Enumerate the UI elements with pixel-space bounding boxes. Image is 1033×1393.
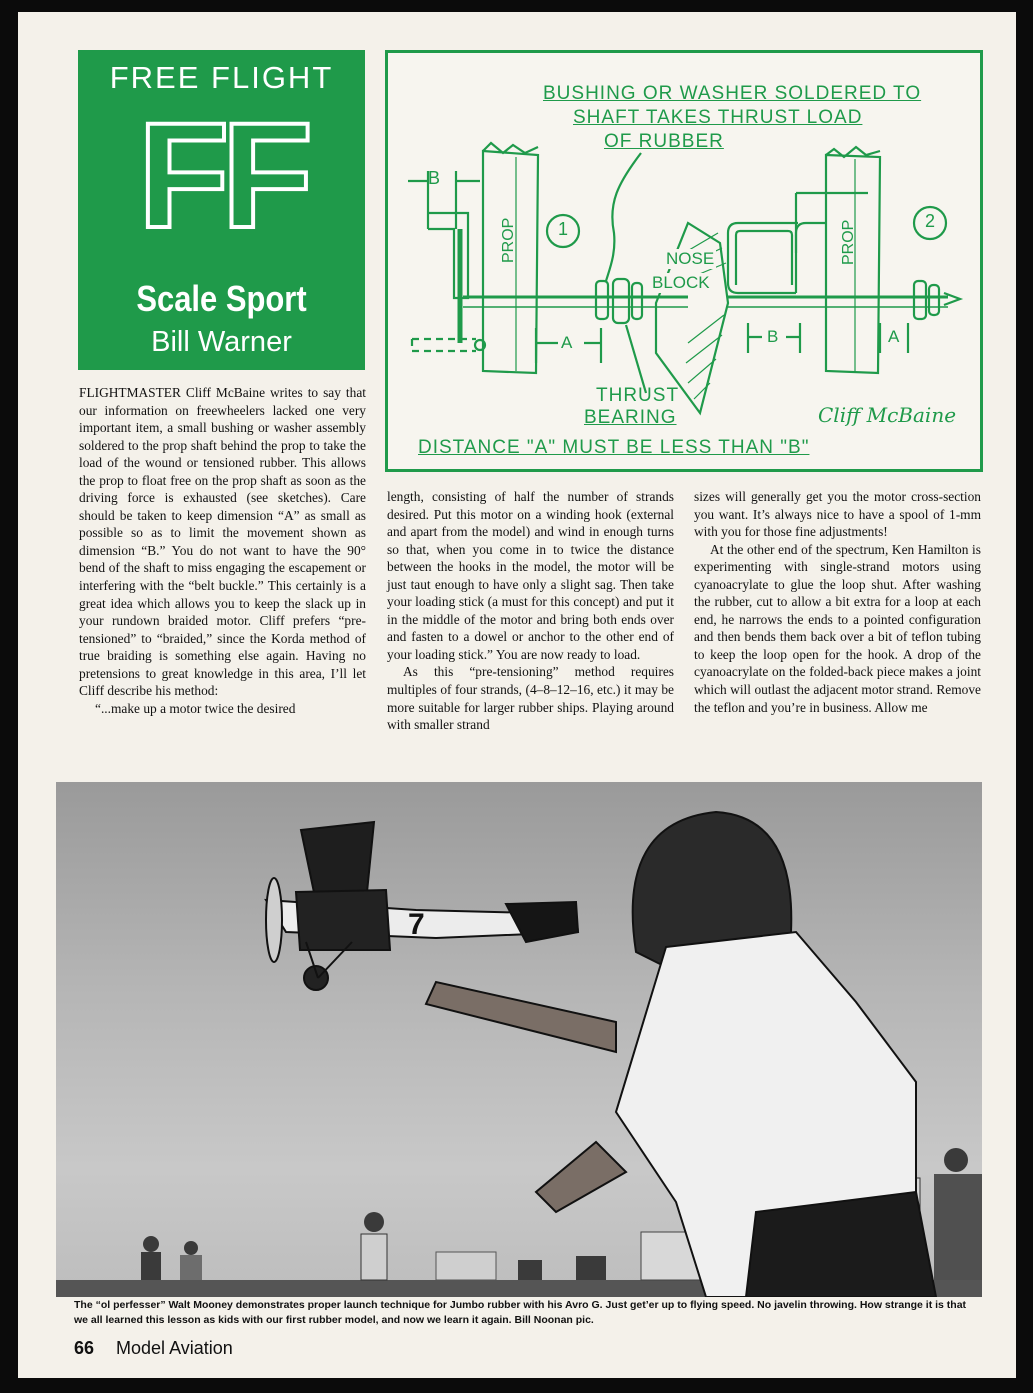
- bushing-label-line-3: OF RUBBER: [604, 131, 724, 152]
- column-2-paragraph-1: length, consisting of half the number of strands desired. Put this motor on a winding hook (external and apart from the model) and wind in enough turns so that, when you come in to twice the distance between the hooks in the model, the motor will be just taut enough to have only a slight sag. Then take your loading stick (a must for this concept) and put it in the middle of the motor and bring both ends over and fasten to a dowel or anchor to the other end of your loading stick.” You are now ready to load.: [387, 489, 674, 662]
- diagram-note: DISTANCE "A" MUST BE LESS THAN "B": [418, 437, 810, 458]
- header-kicker: FREE FLIGHT: [109, 60, 334, 95]
- magazine-name: Model Aviation: [116, 1338, 233, 1358]
- nose-block-label-1: NOSE: [666, 249, 715, 268]
- walt-mooney-figure: [426, 812, 936, 1297]
- plane-number: 7: [408, 908, 425, 941]
- column-3-paragraph-2: At the other end of the spectrum, Ken Hamilton is experimenting with single-strand motors using cyanoacrylate to glue the loop shut. After washing the rubber, cut to allow a bit extra for a loop at each end, he narrows the ends to a pointed configuration and then bends them back over a bit of teflon tubing to keep the loop open for the hook. A drop of the cyanoacrylate on the folded-back piece makes a joint which will outlast the adjacent motor strand. Remove the teflon and you’re in business. Allow me: [694, 541, 981, 715]
- page-number: 66: [74, 1338, 95, 1358]
- dimension-b-right: B: [767, 327, 779, 346]
- dimension-a-right: A: [888, 327, 900, 346]
- text-column-2: [387, 488, 674, 734]
- column-1-quote: “...make up a motor twice the desired: [95, 700, 296, 716]
- column-3-paragraph-1: sizes will generally get you the motor cross-section you want. It’s always nice to have a spool of 1-mm with you for those fine adjustments!: [694, 489, 981, 540]
- column-2-paragraph-2: As this “pre-tensioning” method requires multiples of four strands, (4–8–12–16, etc.) it may be more suitable for larger rubber ships. Playing around with smaller strand: [387, 664, 674, 733]
- prop-label-2: PROP: [840, 219, 857, 265]
- author-name: Bill Warner: [151, 326, 292, 358]
- column-header: [78, 50, 365, 370]
- magazine-page: [18, 12, 1016, 1378]
- prop-shaft-diagram: [385, 50, 983, 472]
- launch-photo: [56, 782, 982, 1297]
- bushing-label-line-2: SHAFT TAKES THRUST LOAD: [573, 107, 863, 128]
- photo-illustration: [56, 782, 982, 1297]
- text-column-1: [79, 384, 366, 717]
- text-column-3: [694, 488, 981, 716]
- thrust-bearing: [613, 279, 629, 323]
- bushing-label-line-1: BUSHING OR WASHER SOLDERED TO: [543, 83, 922, 104]
- nose-block-label-2: BLOCK: [652, 273, 710, 292]
- ff-logo: FF: [137, 91, 306, 259]
- prop-label-1: PROP: [500, 217, 517, 263]
- dimension-b-left: B: [428, 168, 441, 188]
- dimension-a-left: A: [561, 333, 573, 352]
- avro-g-model: [266, 822, 578, 990]
- escapement-dashed: [412, 339, 476, 351]
- thrust-label-2: BEARING: [584, 407, 677, 428]
- bushing: [596, 281, 608, 319]
- figure-1-number: 1: [558, 219, 569, 239]
- designer-signature: Cliff McBaine: [818, 403, 957, 427]
- shaft-hook-2: [728, 223, 826, 293]
- thrust-label-1: THRUST: [596, 385, 680, 406]
- page-footer: [74, 1338, 233, 1359]
- column-1-paragraph: FLIGHTMASTER Cliff McBaine writes to say that our information on freewheelers lacked one very important item, a small bushing or washer assembly soldered to the prop shaft behind the prop to take the load of the wound or tensioned rubber. This allows the prop to float free on the prop shaft as soon as the driving force is exhausted (see sketches). Care should be taken to keep dimension “A” as small as possible so as to limit the movement shown as dimension “B.” You do not want to have the 90° bend of the shaft to miss engaging the escapement or interfering with the “belt buckle.” This certainly is a great idea which allows you to keep the slack up in your rundown braided motor. Cliff prefers “pre-tensioned” to “braided,” since the Korda method of true braiding is something else again. Having no pretensions to great knowledge in this area, I’ll let Cliff describe his method:: [79, 385, 366, 699]
- figure-2-number: 2: [925, 211, 936, 231]
- column-title: Scale Sport: [136, 278, 307, 319]
- photo-caption: The “ol perfesser” Walt Mooney demonstrates proper launch technique for Jumbo rubber with his Avro G. Just get’er up to flying speed. No javelin throwing. How strange it is that we all learned this lesson as kids with our first rubber model, and now we learn it again. Bill Noonan pic.: [74, 1299, 967, 1326]
